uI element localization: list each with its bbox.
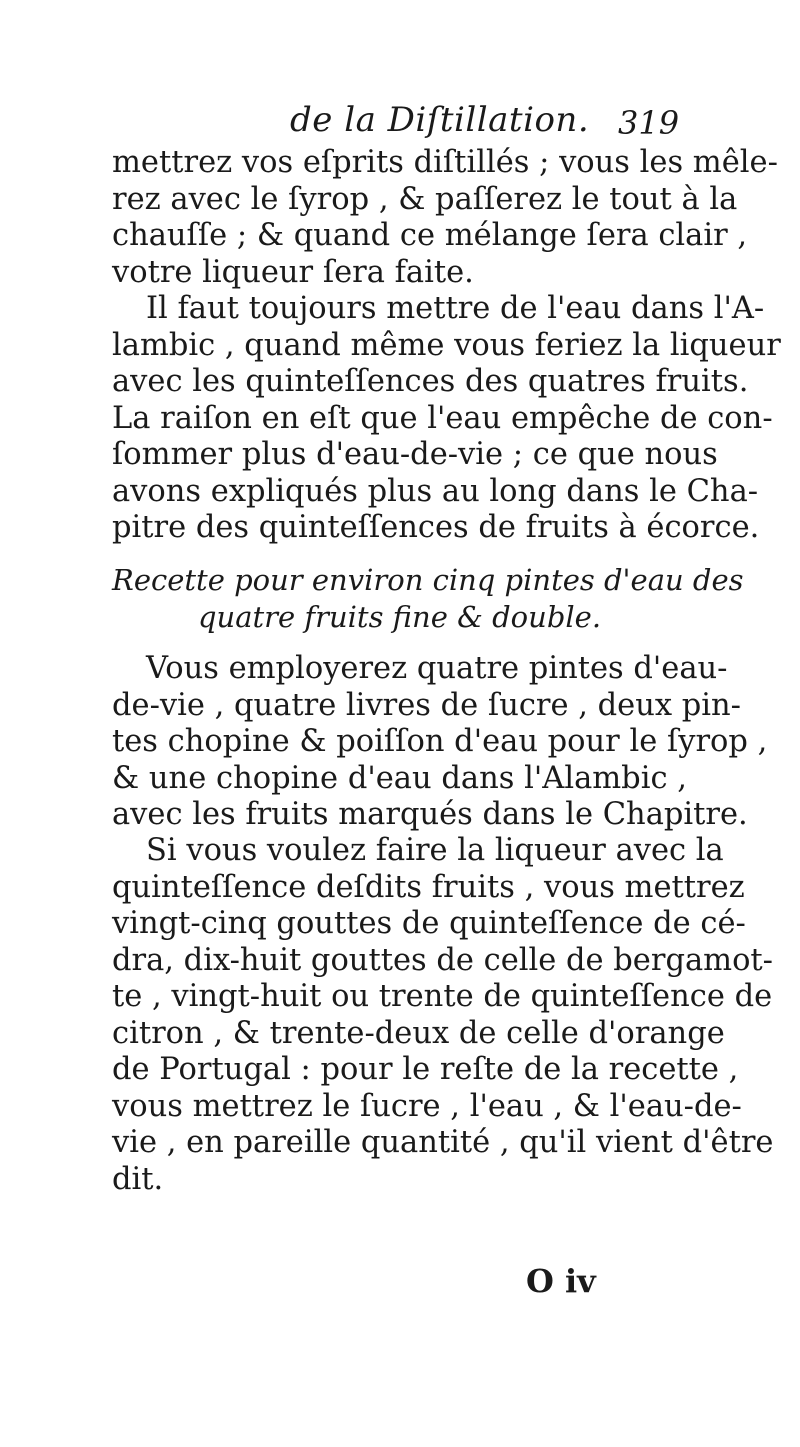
text-line: te , vingt-huit ou trente de quinteſſence de (112, 979, 773, 1014)
text-line: quinteſſence deſdits fruits , vous mettrez (112, 869, 745, 905)
text-line: pitre des quinteſſences de fruits à écorce. (112, 510, 760, 545)
text-line: citron , & trente-deux de celle d'orange (112, 1015, 725, 1051)
paragraph-continuation (112, 145, 778, 291)
text-line: & une chopine d'eau dans l'Alambic , (112, 760, 687, 796)
text-line: Si vous voulez faire la liqueur avec la (146, 833, 724, 868)
heading-line: Recette pour environ cinq pintes d'eau des (112, 563, 744, 597)
text-line: vie , en pareille quantité , qu'il vient d'être (112, 1125, 774, 1160)
text-line: La raiſon en eſt que l'eau empêche de con- (112, 400, 773, 436)
text-line: avec les quinteſſences des quatres fruits. (112, 364, 749, 399)
signature-mark: O iv (526, 1262, 596, 1300)
text-line: vingt-cinq gouttes de quinteſſence de cé- (112, 906, 746, 941)
text-line: ſommer plus d'eau-de-vie ; ce que nous (112, 437, 718, 472)
heading-line: quatre fruits fine & double. (197, 600, 602, 634)
text-line: Vous employerez quatre pintes d'eau- (146, 651, 728, 686)
text-line: dit. (112, 1161, 164, 1197)
text-line: vous mettrez le ſucre , l'eau , & l'eau-de- (112, 1088, 742, 1124)
text-line: chauſſe ; & quand ce mélange ſera clair , (112, 218, 748, 253)
text-line: rez avec le ſyrop , & paſſerez le tout à la (112, 181, 738, 217)
text-line: de Portugal : pour le reſte de la recette , (112, 1052, 739, 1087)
text-line: mettrez vos eſprits diſtillés ; vous les mêle- (112, 145, 778, 180)
paragraph-quintessence (112, 833, 774, 1198)
text-line: votre liqueur ſera faite. (112, 254, 474, 290)
text-line: Il faut toujours mettre de l'eau dans l'A- (146, 291, 765, 326)
text-line: de-vie , quatre livres de ſucre , deux pin- (112, 687, 741, 723)
text-line: lambic , quand même vous feriez la liqueur (112, 327, 781, 363)
text-line: avec les fruits marqués dans le Chapitre. (112, 797, 748, 832)
text-line: tes chopine & poiſſon d'eau pour le ſyrop , (112, 724, 768, 759)
running-title: de la Diſtillation. (290, 100, 590, 140)
text-line: avons expliqués plus au long dans le Cha- (112, 473, 759, 509)
page-number: 319 (618, 104, 680, 142)
paragraph-alembic (112, 291, 781, 547)
text-line: dra, dix-huit gouttes de celle de bergamot- (112, 942, 773, 978)
paragraph-recipe (112, 651, 768, 834)
recipe-heading (112, 562, 744, 636)
